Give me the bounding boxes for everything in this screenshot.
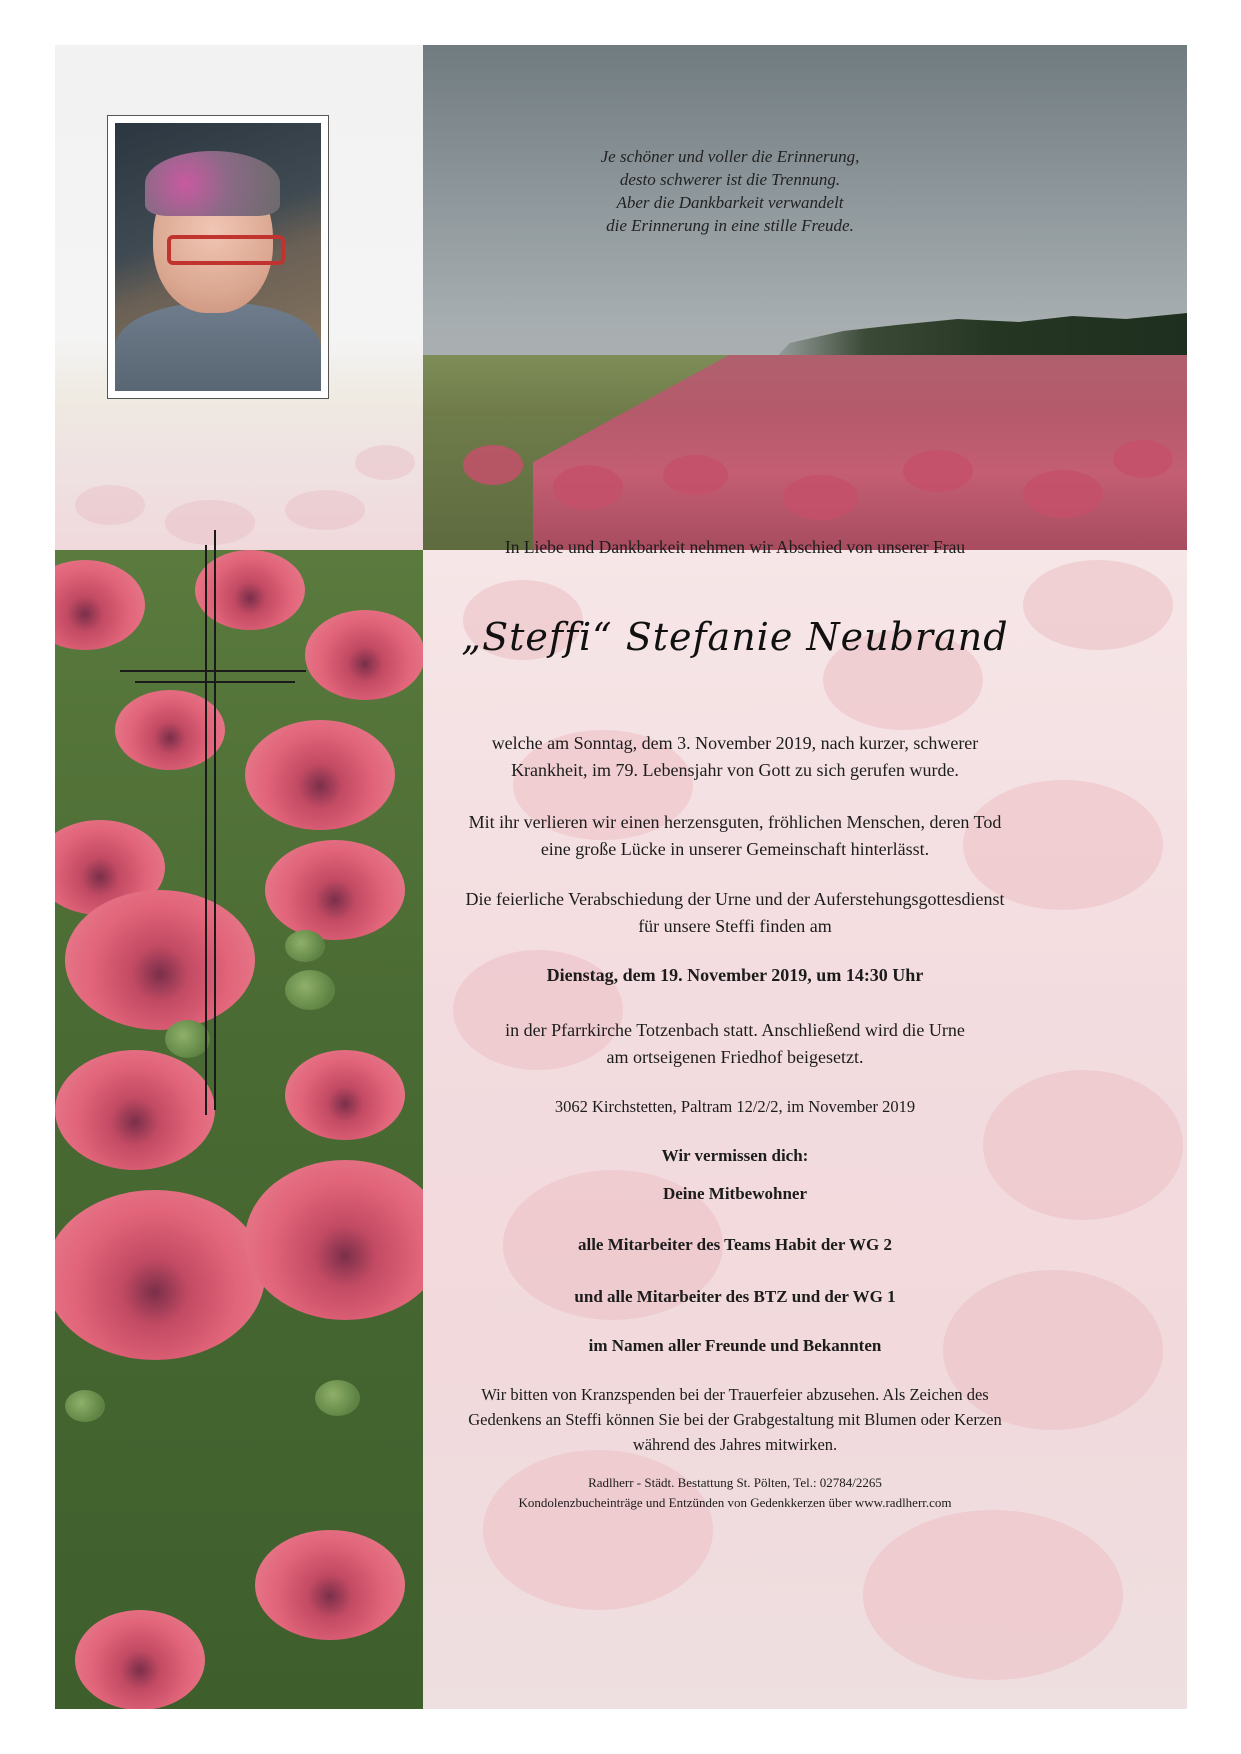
landscape-photo <box>423 45 1187 550</box>
condolence-info: Kondolenzbucheinträge und Entzünden von Gedenkkerzen über www.radlherr.com <box>518 1495 952 1510</box>
text-line: Gedenkens an Steffi können Sie bei der Grabgestaltung mit Blumen oder Kerzen <box>468 1410 1002 1429</box>
poppy <box>265 840 405 940</box>
mourner-line: im Namen aller Freunde und Bekannten <box>588 1336 882 1355</box>
poppy <box>195 550 305 630</box>
portrait-image <box>115 123 321 391</box>
poem-line: die Erinnerung in eine stille Freude. <box>606 216 854 235</box>
donation-request <box>390 1382 1080 1457</box>
deceased-name: „Steffi“ Stefanie Neubrand <box>461 615 1009 659</box>
service-announcement <box>390 886 1080 940</box>
poppy-bud <box>65 1390 105 1422</box>
poem-line: Je schöner und voller die Erinnerung, <box>600 147 860 166</box>
intro-text: In Liebe und Dankbarkeit nehmen wir Abschied von unserer Frau <box>504 537 966 557</box>
poppy <box>55 1050 215 1170</box>
funeral-home-info: Radlherr - Städt. Bestattung St. Pölten, Tel.: 02784/2265 <box>588 1475 882 1490</box>
poppy <box>255 1530 405 1640</box>
poppy <box>783 475 858 520</box>
poppy <box>903 450 973 492</box>
portrait-glasses <box>167 235 285 265</box>
text-line: welche am Sonntag, dem 3. November 2019, nach kurzer, schwerer <box>491 733 979 753</box>
text-line: Wir bitten von Kranzspenden bei der Trauerfeier abzusehen. Als Zeichen des <box>481 1385 989 1404</box>
memorial-poem <box>530 145 930 237</box>
poppy-photo <box>55 550 423 1709</box>
text-line: Krankheit, im 79. Lebensjahr von Gott zu sich gerufen wurde. <box>511 760 959 780</box>
service-date: Dienstag, dem 19. November 2019, um 14:30 Uhr <box>546 965 924 985</box>
poem-line: Aber die Dankbarkeit verwandelt <box>616 193 844 212</box>
poppy-bud <box>165 1020 210 1058</box>
service-location <box>390 1017 1080 1071</box>
mourner-line: Deine Mitbewohner <box>662 1184 807 1203</box>
text-line: eine große Lücke in unserer Gemeinschaft hinterlässt. <box>540 839 930 859</box>
text-line: für unsere Steffi finden am <box>638 916 832 936</box>
cross-icon-line <box>214 530 216 1110</box>
poppy <box>663 455 728 495</box>
blurred-flower <box>863 1510 1123 1680</box>
text-line: Mit ihr verlieren wir einen herzensguten, fröhlichen Menschen, deren Tod <box>468 812 1002 832</box>
cross-icon-beam <box>120 670 306 672</box>
poppy <box>65 890 255 1030</box>
poppy <box>553 465 623 510</box>
poppy <box>245 720 395 830</box>
mourner-line: und alle Mitarbeiter des BTZ und der WG 1 <box>574 1287 896 1306</box>
portrait-hair <box>145 151 280 216</box>
death-notice <box>390 730 1080 784</box>
poppy <box>55 1190 265 1360</box>
blurred-flower <box>165 500 255 545</box>
text-panel <box>423 550 1187 1709</box>
place-and-date: 3062 Kirchstetten, Paltram 12/2/2, im November 2019 <box>554 1097 916 1116</box>
cross-icon <box>205 545 207 1115</box>
poppy-bud <box>315 1380 360 1416</box>
portrait-clothing <box>115 303 321 391</box>
cross-icon-beam <box>135 681 295 683</box>
poem-line: desto schwerer ist die Trennung. <box>619 170 841 189</box>
mourners-heading: Wir vermissen dich: <box>661 1146 809 1165</box>
blurred-flower <box>75 485 145 525</box>
poppy <box>463 445 523 485</box>
poppy-bud <box>285 970 335 1010</box>
mourner-line: alle Mitarbeiter des Teams Habit der WG 2 <box>577 1235 892 1254</box>
poppy-bud <box>285 930 325 962</box>
poppy <box>55 560 145 650</box>
poppy <box>285 1050 405 1140</box>
poppy <box>1113 440 1173 478</box>
poppy <box>115 690 225 770</box>
text-line: Die feierliche Verabschiedung der Urne und der Auferstehungsgottesdienst <box>465 889 1005 909</box>
tribute-text <box>390 809 1080 863</box>
poppy <box>75 1610 205 1709</box>
blurred-flower <box>355 445 415 480</box>
blurred-flower <box>483 1450 713 1610</box>
text-line: am ortseigenen Friedhof beigesetzt. <box>606 1047 864 1067</box>
blurred-flower <box>285 490 365 530</box>
text-line: während des Jahres mitwirken. <box>632 1435 838 1454</box>
portrait-photo <box>107 115 329 399</box>
poppy <box>1023 470 1103 518</box>
text-line: in der Pfarrkirche Totzenbach statt. Anschließend wird die Urne <box>505 1020 965 1040</box>
